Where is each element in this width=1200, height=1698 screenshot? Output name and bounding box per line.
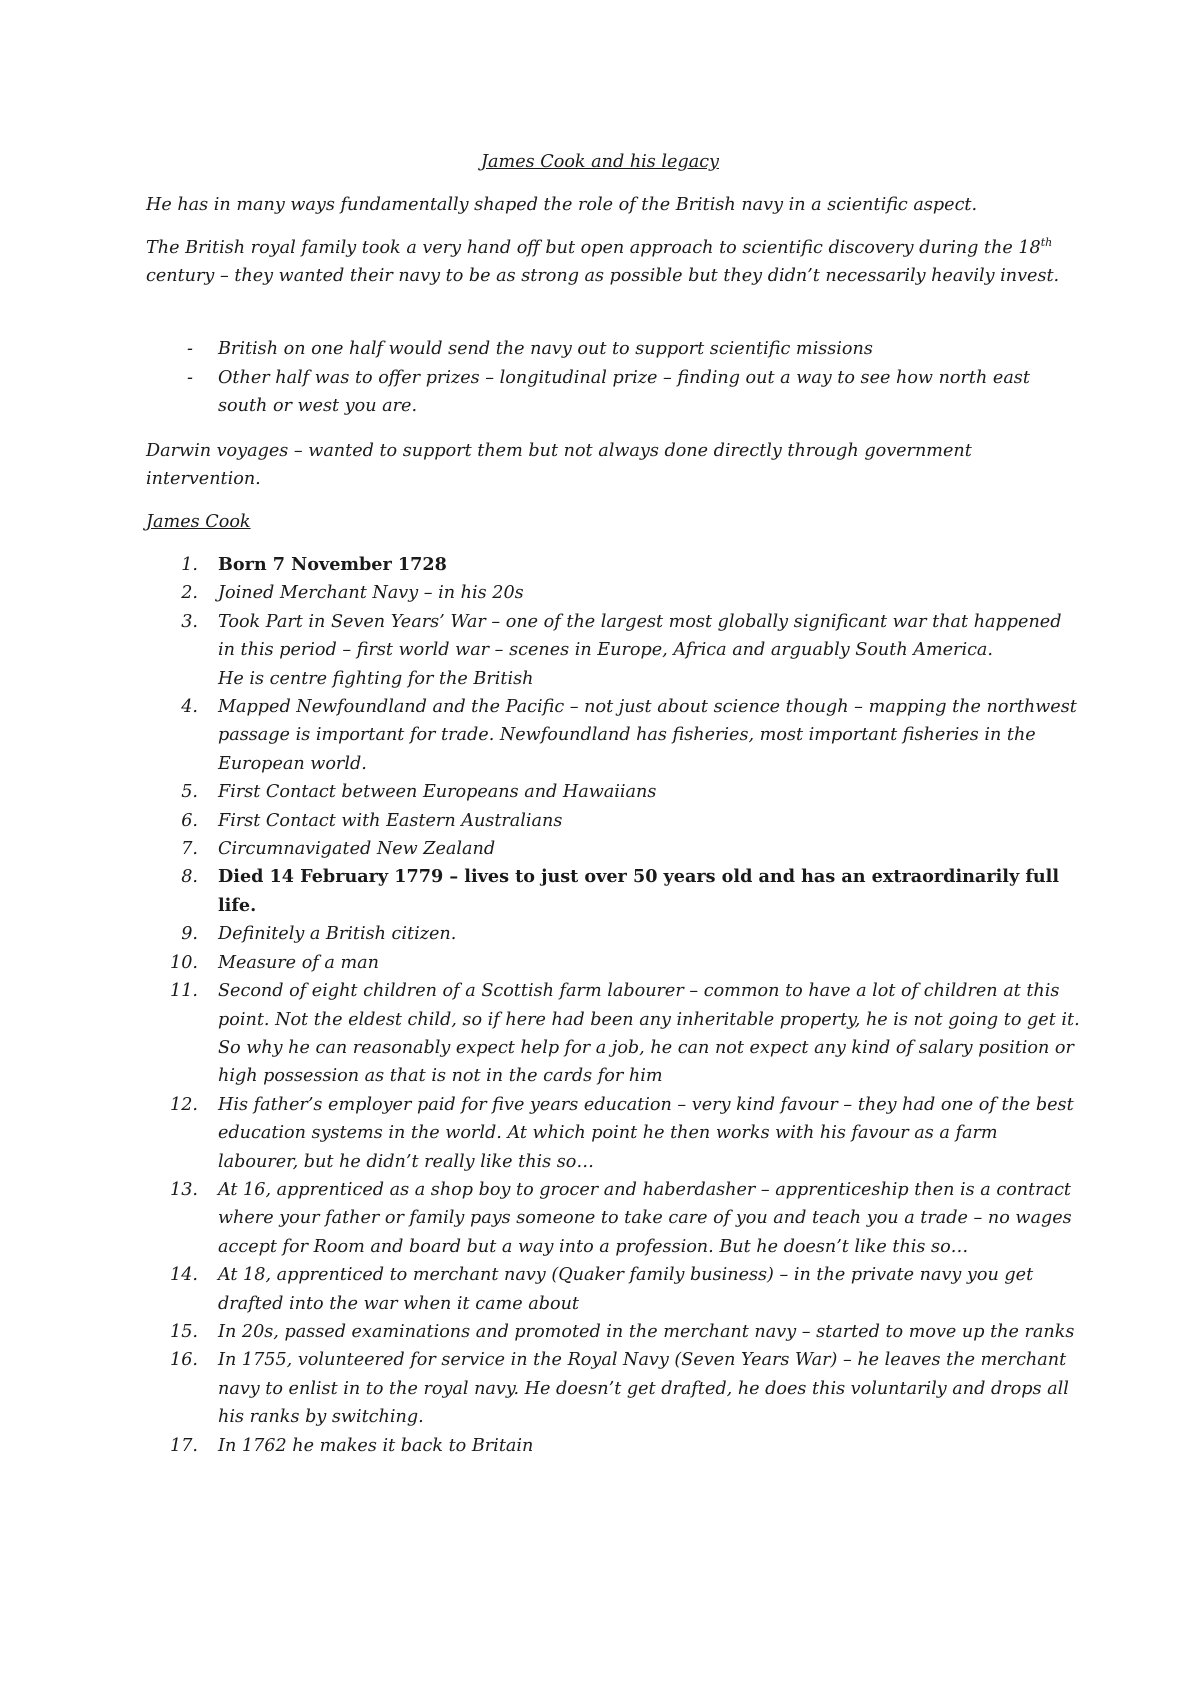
list-item — [146, 1432, 1081, 1460]
list-number: 13. — [170, 1179, 198, 1200]
list-item — [146, 1091, 1081, 1176]
list-number: 3. — [181, 611, 198, 632]
list-number: 10. — [170, 952, 198, 973]
royal-family-text-before: The British royal family took a very hand off but open approach to scientific discovery during the 18 — [146, 238, 1041, 258]
list-item — [146, 949, 1081, 977]
list-number: 17. — [170, 1435, 198, 1456]
list-text: Measure of a man — [218, 952, 379, 973]
list-number: 9. — [181, 924, 198, 945]
list-number: 1. — [181, 555, 198, 575]
list-text: At 18, apprenticed to merchant navy (Quaker family business) – in the private navy you get drafted into the war when it came about — [218, 1265, 1034, 1314]
list-number: 8. — [181, 867, 198, 888]
list-text: Definitely a British citizen. — [218, 924, 457, 945]
list-item — [146, 608, 1081, 693]
list-text: In 1762 he makes it back to Britain — [218, 1435, 534, 1456]
list-text: Died 14 February 1779 – lives to just over 50 years old and has an extraordinarily full life. — [218, 866, 1060, 916]
section-heading: James Cook — [146, 512, 251, 532]
list-text-extra: He is centre fighting for the British — [218, 668, 534, 689]
dash-bullet: - — [187, 368, 193, 388]
list-item — [146, 551, 1081, 579]
document-title: James Cook and his legacy — [481, 152, 719, 172]
royal-family-superscript: th — [1040, 236, 1053, 250]
list-item — [146, 920, 1081, 948]
dash-item: British on one half would send the navy out to support scientific missions — [218, 339, 873, 359]
list-item — [146, 835, 1081, 863]
numbered-list — [146, 551, 1081, 1460]
list-number: 11. — [170, 981, 198, 1002]
royal-family-text-after: century – they wanted their navy to be as strong as possible but they didn’t necessarily heavily invest. — [146, 266, 1060, 287]
intro-paragraph: He has in many ways fundamentally shaped the role of the British navy in a scientific aspect. — [146, 195, 978, 215]
list-item — [146, 778, 1081, 806]
list-text: First Contact with Eastern Australians — [218, 810, 563, 831]
list-number: 16. — [170, 1350, 198, 1371]
list-item — [146, 1261, 1081, 1318]
list-text: Mapped Newfoundland and the Pacific – not just about science though – mapping the northwest passage is important for trade. Newfoundland has fisheries, most important fisheries in the European world. — [218, 697, 1077, 774]
list-text: In 20s, passed examinations and promoted in the merchant navy – started to move up the ranks — [218, 1321, 1075, 1342]
list-text: First Contact between Europeans and Hawaiians — [218, 782, 657, 803]
list-text: Joined Merchant Navy – in his 20s — [218, 583, 524, 604]
list-item — [146, 1176, 1081, 1261]
list-number: 14. — [170, 1265, 198, 1286]
list-item — [146, 863, 1081, 920]
list-item — [146, 693, 1081, 778]
list-number: 4. — [181, 697, 198, 718]
dash-item: Other half was to offer prizes – longitudinal prize – finding out a way to see how north east south or west you are. — [218, 368, 1030, 417]
list-number: 6. — [181, 810, 198, 831]
list-text: In 1755, volunteered for service in the Royal Navy (Seven Years War) – he leaves the merchant navy to enlist in to the royal navy. He doesn’t get drafted, he does this voluntarily and drops all his ranks by switching. — [218, 1350, 1069, 1428]
list-number: 7. — [181, 839, 198, 860]
list-item — [146, 977, 1081, 1091]
dash-bullet: - — [187, 339, 193, 359]
list-number: 5. — [181, 782, 198, 803]
list-text: Born 7 November 1728 — [218, 554, 447, 575]
darwin-paragraph: Darwin voyages – wanted to support them but not always done directly through government intervention. — [146, 441, 972, 490]
list-item — [146, 579, 1081, 607]
list-text: Second of eight children of a Scottish farm labourer – common to have a lot of children at this point. Not the eldest child, so if here had been any inheritable property, he is not going to get it. So why he can reasonably expect help for a job, he can not expect any kind of salary position or high possession as that is not in the cards for him — [218, 981, 1080, 1087]
list-text: His father’s employer paid for five years education – very kind favour – they had one of the best education systems in the world. At which point he then works with his favour as a farm labourer, but he didn’t really like this so… — [218, 1094, 1074, 1172]
list-item — [146, 807, 1081, 835]
list-text: Circumnavigated New Zealand — [218, 839, 496, 860]
list-item — [146, 1318, 1081, 1346]
royal-family-paragraph — [146, 234, 1076, 291]
list-text: Took Part in Seven Years’ War – one of the largest most globally significant war that happened in this period – first world war – scenes in Europe, Africa and arguably South America. — [218, 611, 1062, 661]
list-number: 2. — [181, 583, 198, 604]
list-item — [146, 1346, 1081, 1431]
list-text: At 16, apprenticed as a shop boy to grocer and haberdasher – apprenticeship then is a contract where your father or family pays someone to take care of you and teach you a trade – no wages accept for Room and board but a way into a profession. But he doesn’t like this so… — [218, 1179, 1072, 1257]
list-number: 12. — [170, 1094, 198, 1115]
list-number: 15. — [170, 1321, 198, 1342]
